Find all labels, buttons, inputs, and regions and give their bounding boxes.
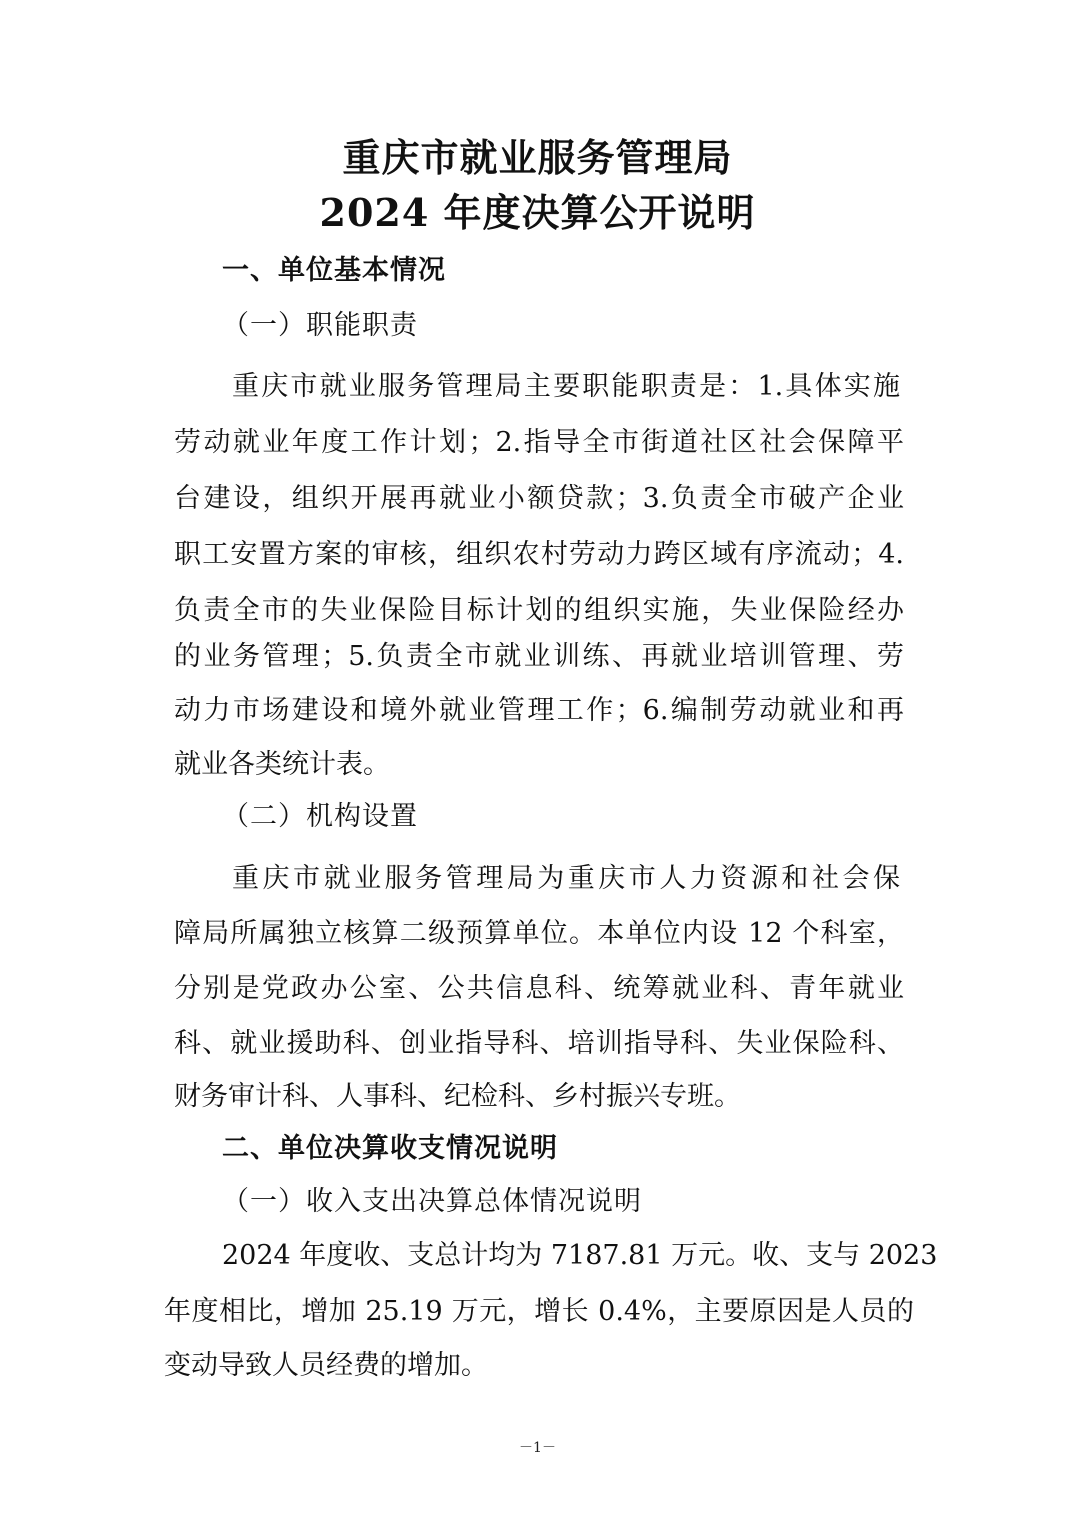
section1-heading: 一、单位基本情况 [222, 255, 446, 286]
paragraph-line: 的业务管理；5.负责全市就业训练、再就业培训管理、劳 [174, 641, 904, 672]
page-number: －1－ [519, 1440, 556, 1456]
paragraph-line: 科、就业援助科、创业指导科、培训指导科、失业保险科、 [174, 1028, 904, 1059]
paragraph-line: 职工安置方案的审核，组织农村劳动力跨区域有序流动；4. [174, 539, 904, 570]
paragraph-line: 劳动就业年度工作计划；2.指导全市街道社区社会保障平 [174, 427, 904, 458]
paragraph-line: 台建设，组织开展再就业小额贷款；3.负责全市破产企业 [174, 483, 904, 514]
paragraph-line: 2024 年度收、支总计均为 7187.81 万元。收、支与 2023 [222, 1240, 938, 1271]
paragraph-line: 就业各类统计表。 [174, 749, 390, 780]
paragraph-line: 障局所属独立核算二级预算单位。本单位内设 12 个科室， [174, 918, 904, 949]
document-title-line1: 重庆市就业服务管理局 [342, 135, 733, 180]
paragraph-line: 年度相比，增加 25.19 万元，增长 0.4%，主要原因是人员的 [164, 1296, 914, 1327]
section1-sub2-heading: （二）机构设置 [222, 801, 418, 832]
document-title-line2: 2024 年度决算公开说明 [319, 190, 756, 235]
paragraph-line: 动力市场建设和境外就业管理工作；6.编制劳动就业和再 [174, 695, 904, 726]
paragraph-line: 重庆市就业服务管理局为重庆市人力资源和社会保 [232, 863, 900, 894]
paragraph-line: 变动导致人员经费的增加。 [164, 1350, 488, 1381]
section2-sub1-heading: （一）收入支出决算总体情况说明 [222, 1186, 642, 1217]
section2-heading: 二、单位决算收支情况说明 [222, 1133, 558, 1164]
paragraph-line: 财务审计科、人事科、纪检科、乡村振兴专班。 [174, 1081, 741, 1112]
section1-sub1-heading: （一）职能职责 [222, 310, 418, 341]
paragraph-line: 负责全市的失业保险目标计划的组织实施，失业保险经办 [174, 595, 904, 626]
paragraph-line: 重庆市就业服务管理局主要职能职责是：1.具体实施 [232, 371, 900, 402]
paragraph-line: 分别是党政办公室、公共信息科、统筹就业科、青年就业 [174, 973, 904, 1004]
